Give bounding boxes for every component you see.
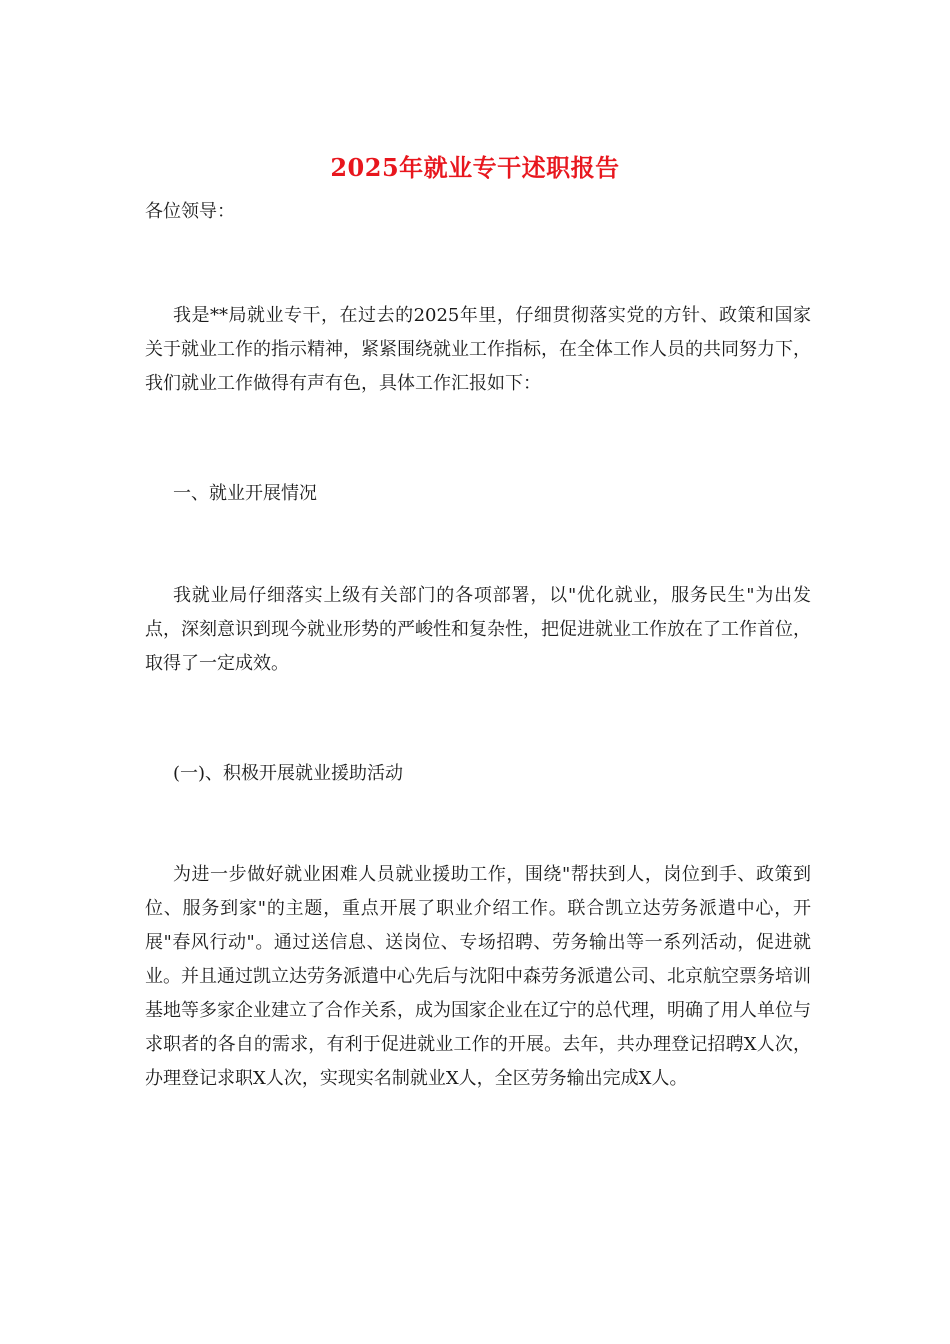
intro-paragraph: 我是**局就业专干，在过去的2025年里，仔细贯彻落实党的方针、政策和国家关于就业工作的指示精神，紧紧围绕就业工作指标，在全体工作人员的共同努力下，我们就业工作做得有声有色，具体工作汇报如下： (145, 305, 811, 394)
document-title: 2025年就业专干述职报告 (330, 153, 620, 182)
subsection-heading: (一)、积极开展就业援助活动 (173, 763, 404, 784)
salutation: 各位领导： (145, 201, 235, 222)
section-heading: 一、就业开展情况 (173, 483, 317, 504)
subsection-paragraph: 为进一步做好就业困难人员就业援助工作，围绕"帮扶到人，岗位到手、政策到位、服务到家"的主题，重点开展了职业介绍工作。联合凯立达劳务派遣中心，开展"春风行动"。通过送信息、送岗位、专场招聘、劳务输出等一系列活动，促进就业。并且通过凯立达劳务派遣中心先后与沈阳中森劳务派遣公司、北京航空票务培训基地等多家企业建立了合作关系，成为国家企业在辽宁的总代理，明确了用人单位与求职者的各自的需求，有利于促进就业工作的开展。去年，共办理登记招聘X人次，办理登记求职X人次，实现实名制就业X人，全区劳务输出完成X人。 (145, 864, 811, 1089)
section-paragraph: 我就业局仔细落实上级有关部门的各项部署，以"优化就业，服务民生"为出发点，深刻意识到现今就业形势的严峻性和复杂性，把促进就业工作放在了工作首位，取得了一定成效。 (145, 585, 811, 674)
